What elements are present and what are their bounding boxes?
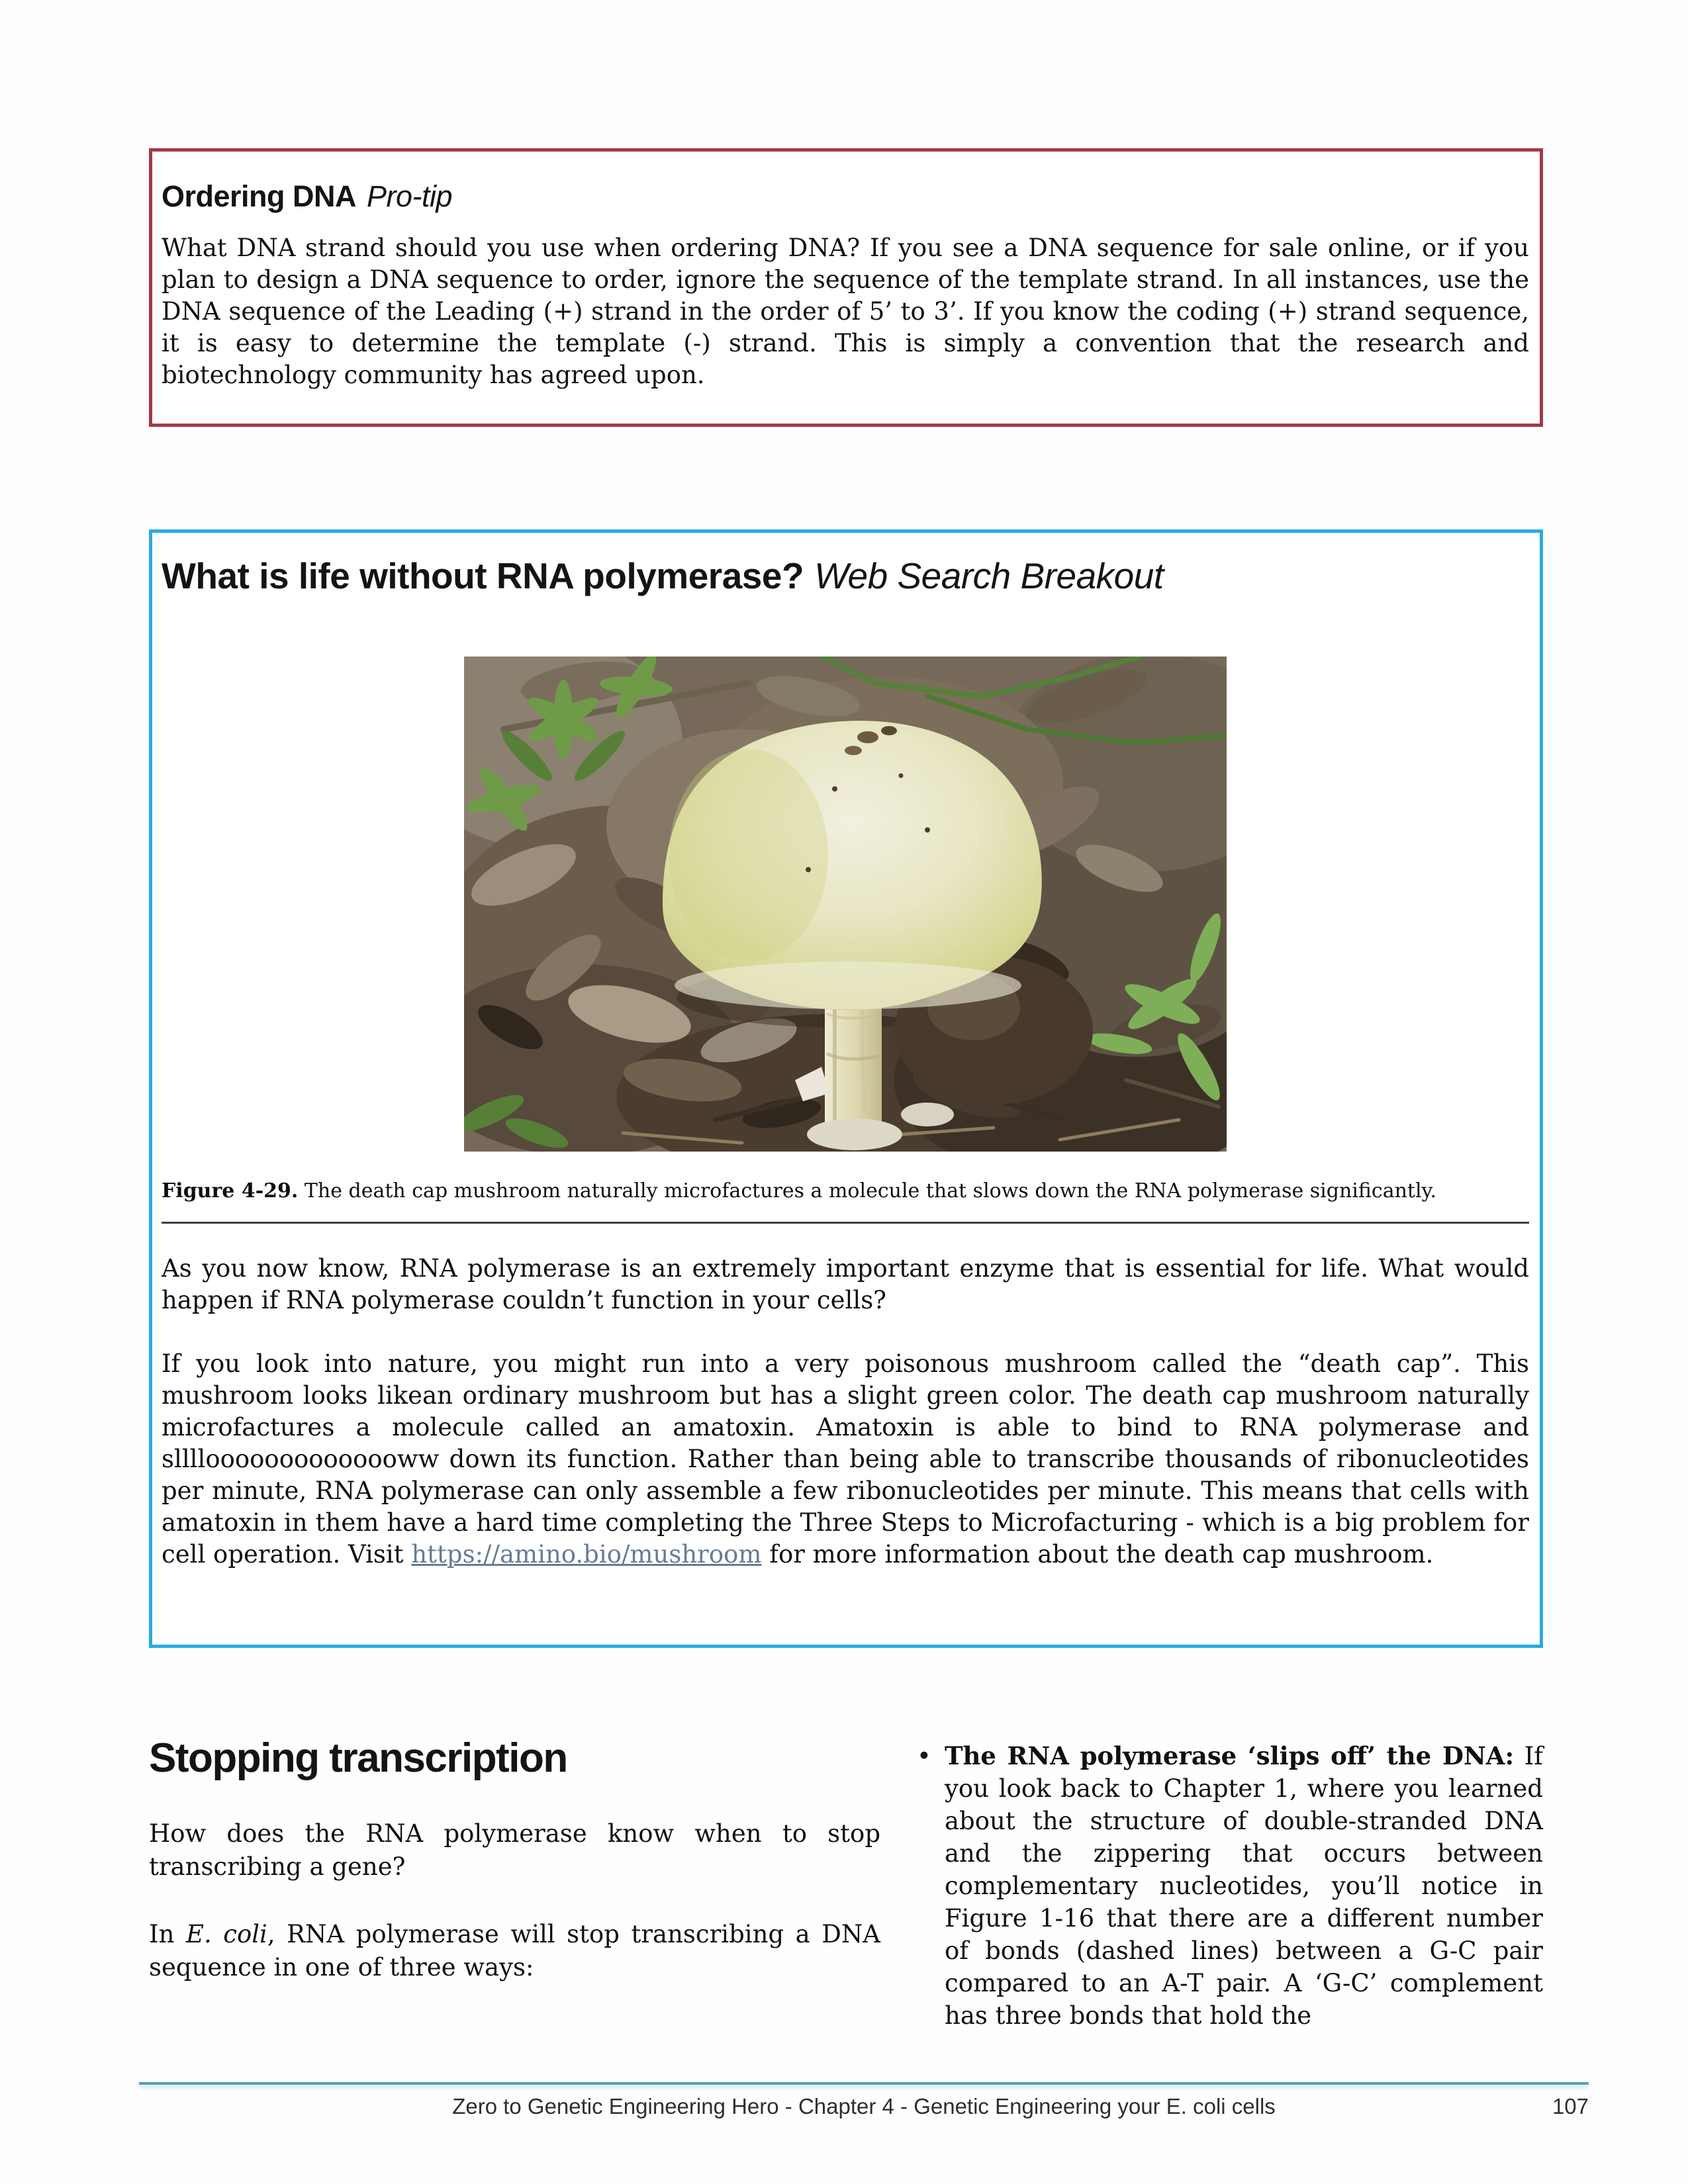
- figure-caption: [162, 1178, 1529, 1205]
- breakout-box-title: [162, 555, 1529, 597]
- breakout-box: [149, 529, 1543, 1648]
- breakout-title-bold: What is life without RNA polymerase?: [162, 555, 804, 596]
- breakout-paragraph-1: As you now know, RNA polymerase is an extremely important enzyme that is essential for life. What would happen if RNA polymerase couldn’t function in your cells?: [162, 1254, 1529, 1315]
- section-heading: Stopping transcription: [149, 1735, 567, 1781]
- footer-page-number: 107: [1552, 2094, 1589, 2118]
- mushroom-info-link[interactable]: https://amino.bio/mushroom: [411, 1540, 762, 1569]
- bullet-item: [917, 1740, 1543, 2032]
- breakout-paragraph-2-text: If you look into nature, you might run into a very poisonous mushroom called the “death cap”. This mushroom looks likean ordinary mushroom but has a slight green color. The death cap mushroom naturally microfactures a molecule called an amatoxin. Amatoxin is able to bind to RNA polymerase and slllloooooooooooooww down its function. Rather than being able to transcribe thousands of ribonucleotides per minute, RNA polymerase can only assemble a few ribonucleotides per minute. This means that cells with amatoxin in them have a hard time completing the Three Steps to Microfacturing - which is a big problem for cell operation. Visit: [162, 1349, 1529, 1569]
- bullet-bold-lead: The RNA polymerase ‘slips off’ the DNA:: [945, 1741, 1515, 1770]
- protip-body-text: What DNA strand should you use when ordering DNA? If you see a DNA sequence for sale online, or if you plan to design a DNA sequence to order, ignore the sequence of the template strand. In all instances, use the DNA sequence of the Leading (+) strand in the order of 5’ to 3’. If you know the coding (+) strand sequence, it is easy to determine the template (-) strand. This is simply a convention that the research and biotechnology community has agreed upon.: [162, 233, 1529, 389]
- figure-caption-label: Figure 4-29.: [162, 1179, 299, 1203]
- protip-title-bold: Ordering DNA: [162, 179, 357, 213]
- stopping-transcription-section: [149, 1711, 1543, 2032]
- left-paragraph-2-pre: In: [149, 1920, 186, 1948]
- death-cap-mushroom-photo: [464, 657, 1227, 1152]
- footer-rule: [139, 2082, 1589, 2085]
- e-coli-italic: E. coli: [185, 1920, 267, 1948]
- protip-box: [149, 148, 1543, 427]
- protip-title-italic: Pro-tip: [367, 179, 453, 213]
- bullet-paragraph: [945, 1740, 1543, 2032]
- protip-box-title: [162, 179, 1529, 214]
- left-paragraph-2: [149, 1918, 880, 1984]
- left-column: [149, 1711, 880, 2032]
- footer: [139, 2093, 1589, 2120]
- caption-divider-rule: [162, 1222, 1529, 1224]
- bullet-dot: •: [917, 1742, 931, 1770]
- breakout-paragraph-2-tail: for more information about the death cap mushroom.: [761, 1540, 1434, 1569]
- left-paragraph-1: How does the RNA polymerase know when to stop transcribing a gene?: [149, 1819, 880, 1881]
- death-cap-mushroom-illustration: [464, 657, 1227, 1152]
- bullet-body-text: If you look back to Chapter 1, where you learned about the structure of double-stranded DNA and the zippering that occurs between complementary nucleotides, you’ll notice in Figure 1-16 that there are a different number of bonds (dashed lines) between a G-C pair compared to an A-T pair. A ‘G-C’ complement has three bonds that hold the: [945, 1742, 1543, 2030]
- breakout-paragraph-2: [162, 1348, 1529, 1570]
- breakout-title-italic: Web Search Breakout: [814, 555, 1164, 596]
- footer-book-title: Zero to Genetic Engineering Hero - Chapter 4 - Genetic Engineering your E. coli cells: [452, 2094, 1276, 2118]
- right-column: [917, 1711, 1543, 2032]
- left-paragraph-2-post: , RNA polymerase will stop transcribing a DNA sequence in one of three ways:: [149, 1920, 880, 1981]
- figure-caption-text: The death cap mushroom naturally microfactures a molecule that slows down the RNA polymerase significantly.: [298, 1179, 1437, 1203]
- figure-4-29: [162, 657, 1529, 1205]
